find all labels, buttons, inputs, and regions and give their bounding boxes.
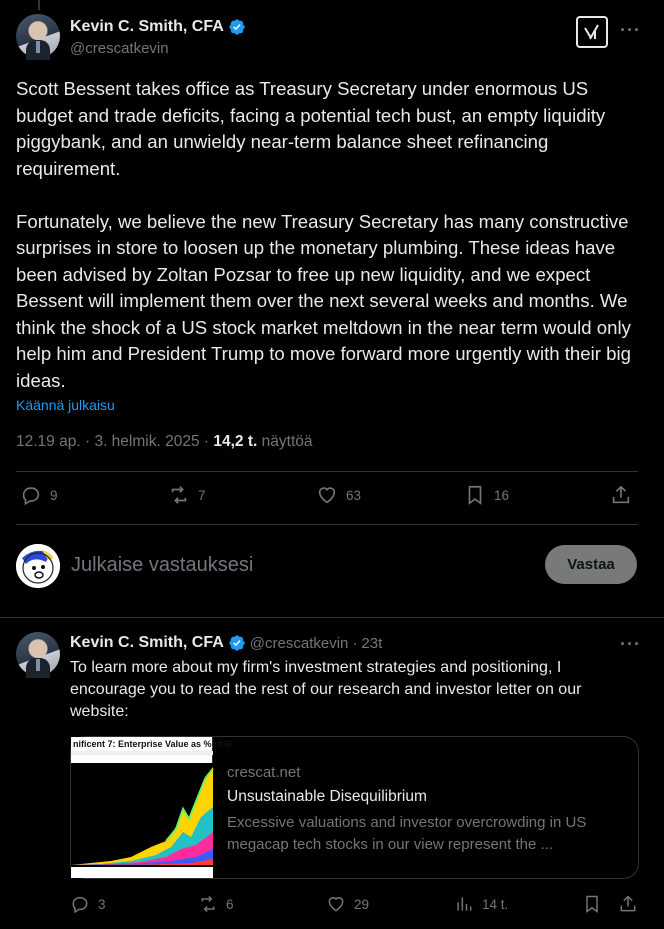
reply-action[interactable] bbox=[70, 894, 106, 914]
author-name[interactable]: Kevin C. Smith, CFA bbox=[70, 634, 224, 651]
bookmark-icon bbox=[582, 894, 602, 914]
analytics-icon bbox=[454, 894, 474, 914]
card-domain: crescat.net bbox=[227, 764, 301, 781]
thread-line bbox=[38, 0, 40, 10]
meta-separator: · bbox=[352, 634, 358, 652]
heart-icon bbox=[316, 484, 338, 506]
views-count: 14 t. bbox=[482, 896, 509, 912]
author-handle[interactable]: @crescatkevin bbox=[70, 40, 169, 57]
card-description: Excessive valuations and investor overcrowding in US megacap tech stocks in our view represent the ... bbox=[227, 814, 587, 853]
reply-post-text: To learn more about my firm's investment strategies and positioning, I encourage you to read the rest of our research and investor letter on our website: bbox=[70, 659, 582, 720]
meta-separator: · bbox=[203, 433, 210, 450]
repost-count: 7 bbox=[198, 487, 206, 503]
views-action[interactable] bbox=[454, 894, 508, 914]
reply-post-actions bbox=[70, 894, 638, 918]
cartoon-avatar-icon bbox=[16, 544, 60, 588]
meta-separator: · bbox=[84, 433, 91, 450]
post-actions bbox=[16, 484, 638, 512]
like-action[interactable] bbox=[326, 894, 369, 914]
repost-action[interactable] bbox=[168, 484, 206, 506]
post-time[interactable]: 12.19 ap. bbox=[16, 433, 81, 450]
divider bbox=[16, 471, 638, 472]
card-title: Unsustainable Disequilibrium bbox=[227, 788, 427, 805]
bookmark-action[interactable] bbox=[464, 484, 509, 506]
like-count: 29 bbox=[354, 896, 370, 912]
author-avatar[interactable] bbox=[16, 14, 60, 58]
translate-link[interactable]: Käännä julkaisu bbox=[16, 397, 115, 413]
share-icon bbox=[610, 484, 632, 506]
divider bbox=[16, 524, 638, 525]
bookmark-count: 16 bbox=[494, 487, 510, 503]
repost-icon bbox=[168, 484, 190, 506]
avatar-tie bbox=[36, 659, 40, 671]
reply-count: 9 bbox=[50, 487, 58, 503]
verified-badge-icon bbox=[228, 634, 246, 652]
my-avatar[interactable] bbox=[16, 544, 60, 588]
thumbnail-title: nificent 7: Enterprise Value as % of G bbox=[73, 739, 233, 749]
avatar-tie bbox=[36, 41, 40, 53]
section-divider bbox=[0, 617, 664, 618]
author-avatar[interactable] bbox=[16, 632, 60, 676]
verified-badge-icon bbox=[228, 18, 246, 36]
reply-icon bbox=[20, 484, 42, 506]
views-count: 14,2 t. bbox=[213, 433, 258, 450]
reply-input[interactable]: Julkaise vastauksesi bbox=[71, 554, 254, 576]
author-header bbox=[70, 16, 246, 57]
like-action[interactable] bbox=[316, 484, 361, 506]
reply-author-header bbox=[70, 632, 382, 654]
reply-composer bbox=[16, 544, 638, 590]
link-card[interactable] bbox=[70, 736, 639, 879]
post-meta bbox=[16, 433, 313, 451]
author-handle[interactable]: @crescatkevin bbox=[249, 634, 349, 652]
bookmark-icon bbox=[464, 484, 486, 506]
repost-action[interactable] bbox=[198, 894, 234, 914]
author-name[interactable]: Kevin C. Smith, CFA bbox=[70, 18, 224, 35]
bookmark-action[interactable] bbox=[582, 894, 602, 914]
post-text: Scott Bessent takes office as Treasury Secretary under enormous US budget and trade deficits, facing a potential tech bust, an empty liquidity piggybank, and an unwieldy near-term balance sheet refinancing requirement. Fortunately, we believe the new Treasury Secretary has many constructive surprises in store to loosen up the monetary plumbing. These ideas have been advised by Zoltan Pozsar to free up new liquidity, and we expect Bessent will implement them over the next several weeks and months. We think the shock of a US stock market meltdown in the near term would only help him and President Trump to move forward more urgently with their big ideas. bbox=[16, 78, 631, 391]
more-options-icon[interactable]: ··· bbox=[620, 20, 641, 40]
post-age[interactable]: 23t bbox=[361, 634, 383, 652]
post-date[interactable]: 3. helmik. 2025 bbox=[94, 433, 200, 450]
heart-icon bbox=[326, 894, 346, 914]
more-options-icon[interactable]: ··· bbox=[620, 634, 641, 654]
share-icon bbox=[618, 894, 638, 914]
grok-icon bbox=[582, 22, 602, 42]
views-label: näyttöä bbox=[261, 433, 313, 450]
repost-count: 6 bbox=[226, 896, 234, 912]
repost-icon bbox=[198, 894, 218, 914]
share-action[interactable] bbox=[618, 894, 638, 914]
card-thumbnail bbox=[71, 737, 233, 878]
thumbnail-chart bbox=[71, 737, 213, 878]
like-count: 63 bbox=[346, 487, 362, 503]
reply-action[interactable] bbox=[20, 484, 58, 506]
share-action[interactable] bbox=[610, 484, 632, 506]
reply-submit-button[interactable]: Vastaa bbox=[545, 545, 637, 584]
reply-icon bbox=[70, 894, 90, 914]
grok-button[interactable] bbox=[576, 16, 608, 48]
reply-count: 3 bbox=[98, 896, 106, 912]
